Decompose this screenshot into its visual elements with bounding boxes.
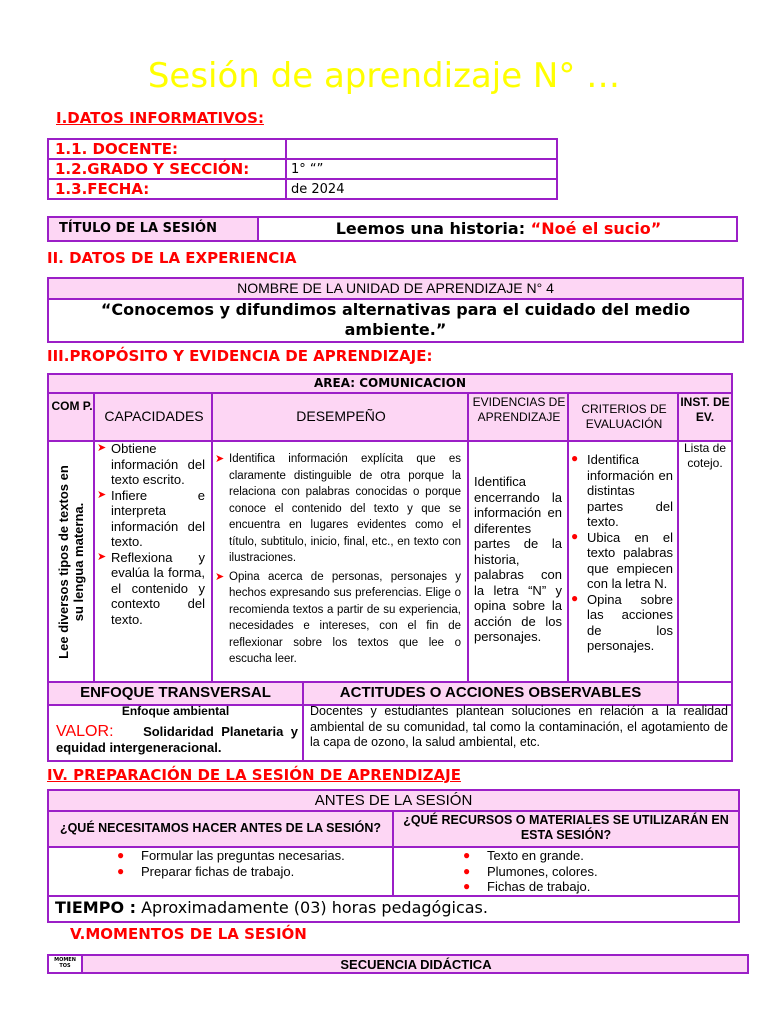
section-heading-datos-informativos: I.DATOS INFORMATIVOS: (56, 109, 264, 127)
question-hacer: ¿QUÉ NECESITAMOS HACER ANTES DE LA SESIÓN? (59, 821, 382, 835)
hacer-item: ● Preparar fichas de trabajo. (117, 863, 295, 879)
recurso-item: ● Fichas de trabajo. (463, 879, 591, 894)
fecha-value: de 2024 (286, 179, 557, 199)
session-title-name: “Noé el sucio” (530, 219, 662, 238)
session-title-label: TÍTULO DE LA SESIÓN (49, 218, 259, 240)
valor-label: VALOR (56, 723, 110, 740)
arrow-icon: ➤ (215, 570, 225, 583)
empty-cell (679, 683, 731, 704)
capacidades-list (97, 441, 205, 627)
section-heading-momentos: V.MOMENTOS DE LA SESIÓN (70, 925, 307, 943)
col-divider (211, 394, 213, 681)
recursos-list (463, 848, 737, 895)
tiempo-value: Aproximadamente (03) horas pedagógicas. (136, 898, 488, 917)
section-heading-proposito: III.PROPÓSITO Y EVIDENCIA DE APRENDIZAJE: (47, 347, 433, 365)
datos-informativos-table (47, 138, 558, 200)
docente-label: 1.1. DOCENTE: (48, 139, 286, 159)
bullet-icon: ● (571, 528, 579, 543)
capacidad-item: ➤ Obtiene información del texto escrito. (97, 441, 205, 487)
grado-label: 1.2.GRADO Y SECCIÓN: (48, 159, 286, 179)
session-title-prefix: Leemos una historia: (335, 219, 531, 238)
bullet-icon: ● (463, 848, 471, 862)
col-divider (93, 394, 95, 681)
session-title-value (261, 218, 736, 240)
competencia-text: Lee diversos tipos de textos en su lengua materna. (56, 465, 86, 659)
section-heading-experiencia: II. DATOS DE LA EXPERIENCIA (47, 249, 297, 267)
tiempo-label: TIEMPO : (55, 898, 137, 917)
page-title: Sesión de aprendizaje N° … (147, 56, 621, 96)
header-inst: INST. DE EV. (680, 395, 730, 424)
bullet-icon: ● (463, 863, 471, 878)
section-heading-preparacion: IV. PREPARACIÓN DE LA SESIÓN DE APRENDIZAJE (47, 766, 461, 784)
capacidad-item: ➤ Infiere e interpreta información del texto. (97, 487, 205, 549)
arrow-icon: ➤ (97, 488, 107, 501)
row-divider (49, 895, 738, 897)
question-recursos: ¿QUÉ RECURSOS O MATERIALES SE UTILIZARÁN EN ESTA SESIÓN? (403, 813, 729, 842)
arrow-icon: ➤ (97, 442, 107, 454)
criterio-item: ● Opina sobre las acciones de los personajes. (571, 590, 673, 653)
arrow-icon: ➤ (97, 550, 107, 563)
hacer-list (117, 848, 391, 879)
session-title-row (47, 216, 738, 242)
col-divider (677, 394, 679, 681)
desempenos-list (215, 451, 461, 668)
header-capacidades: CAPACIDADES (104, 408, 204, 424)
bullet-icon: ● (463, 879, 471, 893)
unit-box (47, 277, 744, 343)
unit-label: NOMBRE DE LA UNIDAD DE APRENDIZAJE N° 4 (49, 279, 742, 300)
competencia-cell (49, 442, 93, 681)
col-divider (567, 394, 569, 681)
evidencia-text: Identifica encerrando la información en diferentes partes de la historia, palabras con la letra “N” y opina sobre la acción de los personajes. (474, 474, 562, 644)
col-divider (467, 394, 469, 681)
enfoque-name: Enfoque ambiental (121, 704, 230, 718)
criterio-item: ● Ubica en el texto palabras que empiecen con la letra N. (571, 528, 673, 591)
criterio-item: ● Identifica información en distintas partes del texto. (571, 451, 673, 529)
recurso-item: ● Texto en grande. (463, 848, 584, 863)
unit-name: “Conocemos y difundimos alternativas para el cuidado del medio ambiente.” (100, 300, 691, 339)
preparacion-table (47, 789, 740, 923)
header-comp: COM P. (51, 399, 93, 413)
bullet-icon: ● (571, 451, 579, 465)
valor-text: VALOR: Solidaridad Planetaria y equidad intergeneracional. (56, 723, 298, 755)
proposito-table (47, 373, 733, 762)
header-criterios: CRITERIOS DE EVALUACIÓN (581, 402, 667, 431)
desempeno-item: ➤ Opina acerca de personas, personajes y hechos expresando sus preferencias. Elige o recomienda textos a partir de su experiencia, necesidades e intereses, con el fin de reflexionar sobre los textos que lee o escucha leer. (215, 570, 461, 665)
area-header: AREA: COMUNICACION (49, 375, 731, 394)
grado-value: 1° “” (286, 159, 557, 179)
hacer-item: ● Formular las preguntas necesarias. (117, 848, 345, 863)
instrumento-text: Lista de cotejo. (683, 441, 727, 470)
arrow-icon: ➤ (215, 453, 225, 465)
bullet-icon: ● (571, 590, 579, 605)
momentos-label: MOMEN TOS (49, 956, 83, 972)
header-desempeno: DESEMPEÑO (296, 408, 386, 424)
actitudes-header: ACTITUDES O ACCIONES OBSERVABLES (339, 684, 642, 701)
actitudes-text: Docentes y estudiantes plantean soluciones en relación a la realidad ambiental de su comunidad, tal como la contaminación, el agotamiento de la capa de ozono, la salud ambiental, etc. (310, 704, 728, 749)
capacidad-item: ➤ Reflexiona y evalúa la forma, el contenido y contexto del texto. (97, 549, 205, 627)
fecha-label: 1.3.FECHA: (48, 179, 286, 199)
secuencia-header-row (47, 954, 749, 974)
bullet-icon: ● (117, 848, 125, 862)
header-evidencias: EVIDENCIAS DE APRENDIZAJE (472, 395, 566, 424)
secuencia-label: SECUENCIA DIDÁCTICA (340, 957, 492, 972)
tiempo-row (55, 898, 488, 918)
docente-value (286, 139, 557, 159)
desempeno-item: ➤ Identifica información explícita que es claramente distinguible de otra porque la relaciona con palabras conocidas o porque conoce el contenido del texto y que se encuentra en lugares evidentes como el título, subtitulo, inicio, final, etc., en texto con ilustraciones. (215, 453, 461, 564)
recurso-item: ● Plumones, colores. (463, 863, 598, 879)
enfoque-header: ENFOQUE TRANSVERSAL (80, 684, 271, 701)
antes-header: ANTES DE LA SESIÓN (49, 791, 738, 812)
criterios-list (571, 452, 673, 654)
bullet-icon: ● (117, 863, 125, 878)
